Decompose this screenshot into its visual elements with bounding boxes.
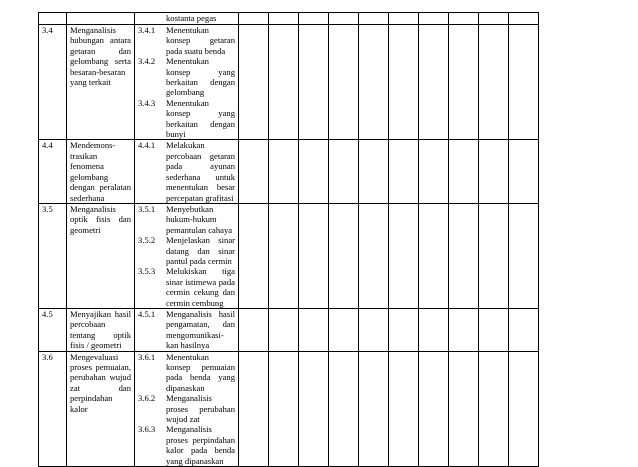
indicator-item xyxy=(138,56,235,98)
table-row xyxy=(39,203,539,308)
indicator-number: 3.5.3 xyxy=(138,266,156,277)
indicator-number: 3.6.2 xyxy=(138,393,156,404)
indicator-text: Menentukan konsep yang berkaitan dengan bunyi xyxy=(166,97,235,140)
indicator-text: Menentukan konsep getaran pada suatu benda xyxy=(166,25,235,56)
indicator-item xyxy=(138,393,235,424)
indicator-text: Menentukan konsep pemuaian pada benda yang dipanaskan xyxy=(166,351,235,393)
indicator-number: 3.5.2 xyxy=(138,235,156,246)
indicator-number: 3.6.1 xyxy=(138,351,156,362)
indicator-number: 4.5.1 xyxy=(138,308,156,319)
table-row xyxy=(39,308,539,351)
indicator-item xyxy=(138,204,235,235)
table-row xyxy=(39,140,539,203)
number-cell: 3.6 xyxy=(39,351,67,466)
number-cell: 3.5 xyxy=(39,203,67,308)
continuation-text: kostanta pegas xyxy=(166,13,217,23)
indicator-item xyxy=(138,309,235,351)
indicator-number: 4.4.1 xyxy=(138,140,156,151)
indicator-number: 3.4.2 xyxy=(138,56,156,67)
number-cell: 4.5 xyxy=(39,308,67,351)
indicator-item xyxy=(138,25,235,56)
table-row xyxy=(39,25,539,140)
indicator-item xyxy=(138,140,235,202)
kd-cell xyxy=(67,13,135,25)
indicator-cell xyxy=(135,203,239,308)
indicator-item xyxy=(138,424,235,466)
syllabus-table xyxy=(38,12,539,467)
indicator-cell xyxy=(135,351,239,466)
indicator-text: Menganalisis hasil pengamatan, dan mengomunikasi-kan hasilnya xyxy=(166,308,235,351)
indicator-text: Menentukan konsep yang berkaitan dengan gelombang xyxy=(166,56,235,98)
indicator-item xyxy=(138,98,235,140)
indicator-text: Menganalisis proses perubahan wujud zat xyxy=(166,393,235,425)
number-cell xyxy=(39,13,67,25)
kd-cell: Mengevaluasi proses pemuaian, perubahan wujud zat dan perpindahan kalor xyxy=(67,351,135,466)
indicator-item xyxy=(138,266,235,308)
kd-cell: Menyajikan hasil percobaan tentang optik fisis / geometri xyxy=(67,308,135,351)
kd-cell: Mendemons-trasikan fenomena gelombang dengan peralatan sederhana xyxy=(67,140,135,203)
number-cell: 3.4 xyxy=(39,25,67,140)
indicator-text: Menjelaskan sinar datang dan sinar pantul pada cermin xyxy=(166,235,235,266)
indicator-text: Melakukan percobaan getaran pada ayunan sederhana untuk menentukan besar percepatan grafitasi xyxy=(166,140,235,203)
table-row xyxy=(39,13,539,25)
indicator-cell xyxy=(135,25,239,140)
indicator-number: 3.4.1 xyxy=(138,25,156,35)
number-cell: 4.4 xyxy=(39,140,67,203)
indicator-item xyxy=(138,235,235,266)
indicator-item xyxy=(138,352,235,394)
indicator-cell xyxy=(135,308,239,351)
indicator-number: 3.5.1 xyxy=(138,203,156,214)
indicator-text: Menyebutkan hukum-hukum pemantulan cahaya xyxy=(166,203,233,235)
kd-cell: Menganalisis hubungan antara getaran dan gelombang serta besaran-besaran yang terkait xyxy=(67,25,135,140)
table-row xyxy=(39,351,539,466)
indicator-number: 3.6.3 xyxy=(138,424,156,435)
indicator-cell xyxy=(135,13,239,25)
indicator-cell xyxy=(135,140,239,203)
indicator-number: 3.4.3 xyxy=(138,97,156,108)
kd-cell: Menganalisis optik fisis dan geometri xyxy=(67,203,135,308)
indicator-text: Melukiskan tiga sinar istimewa pada cermin cekung dan cermin cembung xyxy=(166,266,235,308)
indicator-text: Menganalisis proses perpindahan kalor pada benda yang dipanaskan xyxy=(166,424,235,466)
